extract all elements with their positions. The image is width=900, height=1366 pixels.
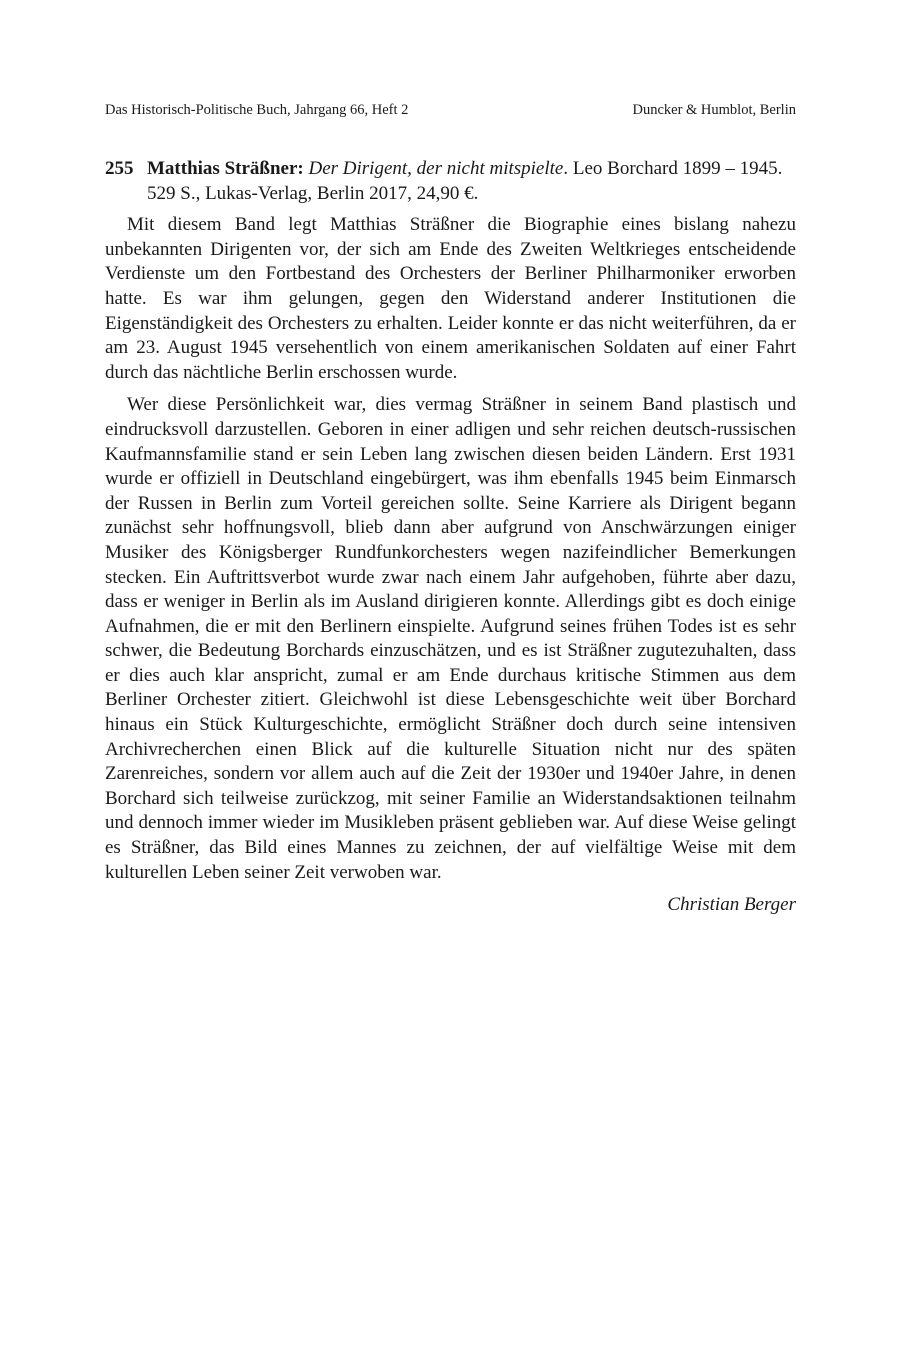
- book-citation: [105, 157, 796, 206]
- review-paragraph: Mit diesem Band legt Matthias Sträßner die Biographie eines bislang nahezu unbekannten Dirigenten vor, der sich am Ende des Zweiten Weltkrieges entscheidende Verdienste um den Fortbestand des Orchesters der Berliner Philharmoniker erworben hatte. Es war ihm gelungen, gegen den Widerstand anderer Institutionen die Eigenständigkeit des Orchesters zu erhalten. Leider konnte er das nicht weiterführen, da er am 23. August 1945 versehentlich von einem amerikanischen Soldaten auf einer Fahrt durch das nächtliche Berlin erschossen wurde.: [105, 214, 796, 383]
- book-author: Matthias Sträßner:: [147, 158, 304, 179]
- book-details: . Leo Borchard 1899 – 1945. 529 S., Lukas-Verlag, Berlin 2017, 24,90 €.: [147, 158, 783, 204]
- review-entry: [105, 157, 796, 918]
- publisher-name: Duncker & Humblot, Berlin: [632, 102, 796, 118]
- reviewer-name: Christian Berger: [667, 894, 796, 916]
- review-paragraph: Wer diese Persönlichkeit war, dies vermag Sträßner in seinem Band plastisch und eindrucksvoll darzustellen. Geboren in einer adligen und sehr reichen deutsch-russischen Kaufmannsfamilie stand er sein Leben lang zwischen diesen beiden Ländern. Erst 1931 wurde er offiziell in Deutschland eingebürgert, was ihm ebenfalls 1945 beim Einmarsch der Russen in Berlin zum Vorteil gereichen sollte. Seine Karriere als Dirigent begann zunächst sehr hoffnungsvoll, blieb dann aber aufgrund von Anschwärzungen einiger Musiker des Königsberger Rundfunkorchesters wegen nazifeindlicher Bemerkungen stecken. Ein Auftrittsverbot wurde zwar nach einem Jahr aufgehoben, führte aber dazu, dass er weniger in Berlin als im Ausland dirigieren konnte. Allerdings gibt es doch einige Aufnahmen, die er mit den Berlinern einspielte. Aufgrund seines frühen Todes ist es sehr schwer, die Bedeutung Borchards einzuschätzen, und es ist Sträßner zugutezuhalten, dass er dies auch klar anspricht, zumal er am Ende durchaus kritische Stimmen aus dem Berliner Orchester zitiert. Gleichwohl ist diese Lebensgeschichte weit über Borchard hinaus ein Stück Kulturgeschichte, ermöglicht Sträßner doch durch seine intensiven Archivrecherchen einen Blick auf die kulturelle Situation nicht nur des späten Zarenreiches, sondern vor allem auch auf die Zeit der 1930er und 1940er Jahre, in denen Borchard sich teilweise zurückzog, mit seiner Familie an Widerstandsaktionen teilnahm und dennoch immer wieder im Musikleben präsent geblieben war. Auf diese Weise gelingt es Sträßner, das Bild eines Mannes zu zeichnen, der auf vielfältige Weise mit dem kulturellen Leben seiner Zeit verwoben war.: [105, 394, 796, 883]
- running-head: [105, 100, 796, 120]
- review-number: 255: [105, 158, 134, 179]
- journal-title: Das Historisch-Politische Buch, Jahrgang 66, Heft 2: [105, 102, 409, 118]
- book-title: Der Dirigent, der nicht mitspielte: [308, 158, 564, 179]
